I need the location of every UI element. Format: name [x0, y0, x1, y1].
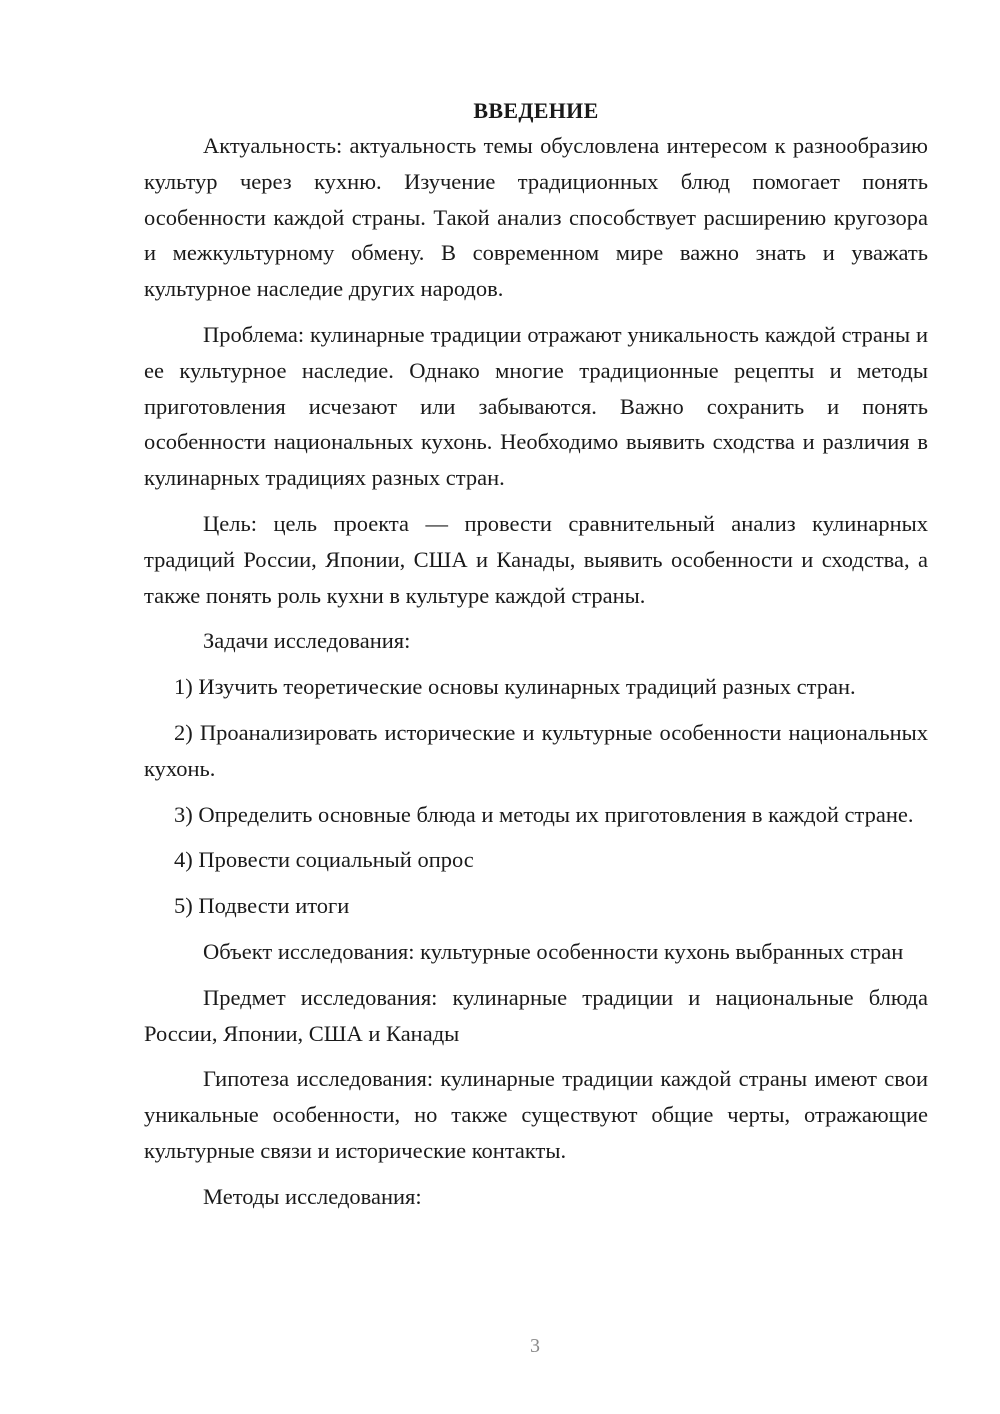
paragraph-goal: Цель: цель проекта — провести сравнительный анализ кулинарных традиций России, Японии, США и Канады, выявить особенности и сходства, а также понять роль кухни в культуре каждой страны. — [144, 510, 928, 608]
document-page — [144, 96, 928, 1225]
task-item-1: 1) Изучить теоретические основы кулинарных традиций разных стран. — [174, 674, 856, 700]
paragraph-subject: Предмет исследования: кулинарные традиции и национальные блюда России, Японии, США и Канады — [144, 984, 928, 1046]
paragraph-hypothesis: Гипотеза исследования: кулинарные традиции каждой страны имеют свои уникальные особенности, но также существуют общие черты, отражающие культурные связи и исторические контакты. — [144, 1066, 928, 1163]
methods-heading: Методы исследования: — [203, 1183, 422, 1209]
page-number: 3 — [530, 1335, 540, 1357]
tasks-heading: Задачи исследования: — [203, 628, 411, 654]
task-item-2: 2) Проанализировать исторические и культурные особенности национальных кухонь. — [144, 719, 928, 781]
paragraph-object: Объект исследования: культурные особенности кухонь выбранных стран — [203, 938, 904, 964]
task-item-4: 4) Провести социальный опрос — [174, 847, 474, 873]
paragraph-relevance: Актуальность: актуальность темы обусловлена интересом к разнообразию культур через кухню. Изучение традиционных блюд помогает понять особенности каждой страны. Такой анализ способствует расширению кругозора и межкультурному обмену. В современном мире важно знать и уважать культурное наследие других народов. — [144, 133, 928, 302]
task-item-3: 3) Определить основные блюда и методы их приготовления в каждой стране. — [174, 801, 914, 827]
task-item-5: 5) Подвести итоги — [174, 893, 350, 919]
page-title: ВВЕДЕНИЕ — [473, 98, 599, 123]
paragraph-problem: Проблема: кулинарные традиции отражают уникальность каждой страны и ее культурное наследие. Однако многие традиционные рецепты и методы приготовления исчезают или забываются. Важно сохранить и понять особенности национальных кухонь. Необходимо выявить сходства и различия в кулинарных традициях разных стран. — [144, 321, 928, 491]
